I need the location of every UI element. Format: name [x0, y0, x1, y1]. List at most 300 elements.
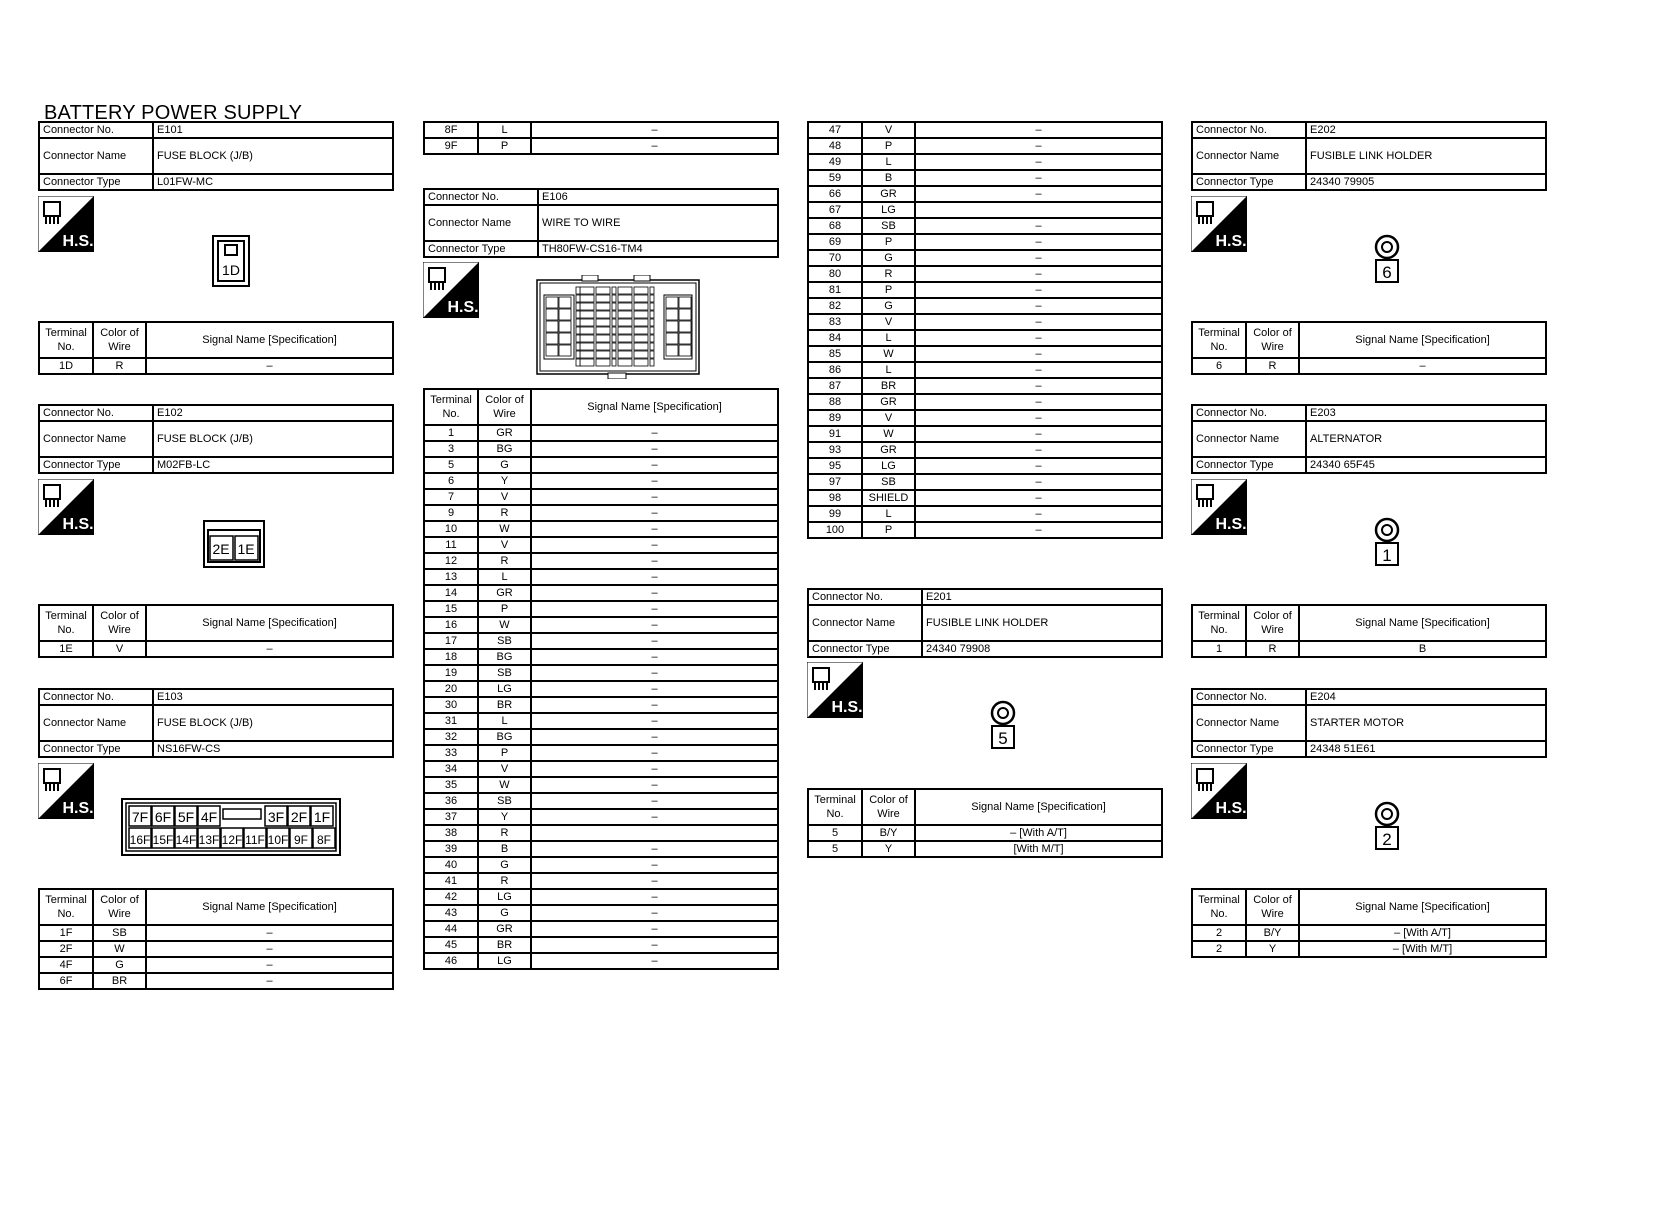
terminal-row — [424, 505, 778, 521]
wire-color-cell: R — [1246, 641, 1299, 657]
connector-info-e202: Connector No. E202 Connector Name FUSIBLE LINK HOLDER Connector Type 24340 79905 — [1191, 121, 1547, 191]
terminal-no-cell: 14 — [424, 585, 478, 601]
signal-name-cell: – — [915, 138, 1162, 154]
connector-info-e101 — [38, 121, 394, 191]
signal-name-cell: – — [915, 186, 1162, 202]
wire-color-cell: V — [862, 314, 915, 330]
terminal-row — [808, 522, 1162, 538]
svg-text:H.S.: H.S. — [1215, 800, 1247, 817]
terminal-row — [808, 394, 1162, 410]
connector-no-value: E204 — [1306, 689, 1546, 705]
signal-name-cell: – — [146, 973, 393, 989]
terminal-no-cell: 32 — [424, 729, 478, 745]
terminal-row — [808, 298, 1162, 314]
wire-color-cell: L — [862, 362, 915, 378]
terminal-no-cell: 97 — [808, 474, 862, 490]
wire-color-cell: GR — [478, 585, 531, 601]
terminal-no-cell: 45 — [424, 937, 478, 953]
terminal-row — [424, 745, 778, 761]
wire-color-cell: L — [862, 506, 915, 522]
svg-text:H.S.: H.S. — [62, 233, 94, 250]
terminal-row — [1192, 641, 1546, 657]
signal-name-cell: – — [531, 729, 778, 745]
signal-name-cell: – — [915, 362, 1162, 378]
signal-name-cell: [With M/T] — [915, 841, 1162, 857]
wire-color-cell: B — [862, 170, 915, 186]
svg-text:H.S.: H.S. — [1215, 516, 1247, 533]
wire-color-cell: W — [478, 777, 531, 793]
wire-color-cell: BR — [478, 697, 531, 713]
wire-color-cell: Y — [862, 841, 915, 857]
wire-color-cell: R — [478, 553, 531, 569]
terminal-table-e201: Terminal No. Color of Wire Signal Name [Specification] 5 B/Y – [With A/T] 5 Y [With M/T] — [807, 788, 1163, 858]
connector-no-value: E106 — [538, 189, 778, 205]
svg-text:1E: 1E — [237, 541, 255, 557]
terminal-no-cell: 19 — [424, 665, 478, 681]
signal-name-cell: – — [531, 953, 778, 969]
wire-color-cell: GR — [862, 394, 915, 410]
terminal-row — [808, 490, 1162, 506]
terminal-row — [808, 218, 1162, 234]
wire-color-cell: G — [862, 250, 915, 266]
terminal-row — [808, 841, 1162, 857]
terminal-row — [808, 458, 1162, 474]
terminal-no-cell: 18 — [424, 649, 478, 665]
wire-color-cell: R — [862, 266, 915, 282]
terminal-no-cell: 98 — [808, 490, 862, 506]
terminal-row — [808, 330, 1162, 346]
signal-name-cell: – — [531, 841, 778, 857]
terminal-no-cell: 86 — [808, 362, 862, 378]
terminal-row — [808, 202, 1162, 218]
signal-name-cell: – — [531, 633, 778, 649]
signal-name-cell: – — [531, 569, 778, 585]
terminal-row — [808, 506, 1162, 522]
ring-terminal-e203 — [1372, 517, 1402, 569]
wire-color-cell: W — [862, 426, 915, 442]
terminal-row — [808, 314, 1162, 330]
signal-name-cell: – — [915, 330, 1162, 346]
terminal-no-cell: 33 — [424, 745, 478, 761]
wire-color-cell: LG — [478, 889, 531, 905]
connector-no-value: E103 — [153, 689, 393, 705]
wire-color-cell: W — [478, 521, 531, 537]
terminal-no-cell: 89 — [808, 410, 862, 426]
connector-no-value: E102 — [153, 405, 393, 421]
wire-color-cell: SB — [862, 474, 915, 490]
svg-text:H.S.: H.S. — [831, 699, 863, 716]
terminal-no-cell: 20 — [424, 681, 478, 697]
terminal-row — [424, 729, 778, 745]
terminal-no-cell: 66 — [808, 186, 862, 202]
terminal-row — [424, 425, 778, 441]
wire-color-cell: LG — [862, 458, 915, 474]
pin-label: 10F — [267, 833, 289, 847]
connector-name-value: FUSIBLE LINK HOLDER — [922, 605, 1162, 641]
terminal-no-cell: 6F — [39, 973, 93, 989]
terminal-row — [424, 553, 778, 569]
pin-label: 8F — [316, 833, 332, 847]
terminal-no-cell: 17 — [424, 633, 478, 649]
wire-color-cell: SB — [478, 793, 531, 809]
wire-color-cell: L — [478, 569, 531, 585]
wire-color-cell: R — [478, 873, 531, 889]
signal-name-cell: – — [531, 601, 778, 617]
wire-color-cell: G — [93, 957, 146, 973]
terminal-row — [39, 941, 393, 957]
wire-color-cell: P — [862, 138, 915, 154]
terminal-no-cell: 15 — [424, 601, 478, 617]
wire-color-cell: BR — [478, 937, 531, 953]
terminal-no-cell: 40 — [424, 857, 478, 873]
signal-name-cell: – — [531, 937, 778, 953]
terminal-no-cell: 6 — [1192, 358, 1246, 374]
pin-label: 16F — [129, 833, 151, 847]
terminal-table-e106: Terminal No. Color of Wire Signal Name [Specification] 1 GR – 3 BG – 5 G – 6 Y – 7 V – 9 R – 10 W – 11 V – 12 R – 13 L – 14 GR – 15 P – 16 W – 17 SB – 18 BG – 19 SB – 20 LG – 30 BR – 31 L – 32 BG – 33 P – 34 V – 35 W – 36 SB – 37 Y – 38 R 39 B – 40 G – 41 R – 42 LG – 43 G – 44 GR – 45 BR – 46 LG – — [423, 388, 779, 970]
terminal-no-cell: 41 — [424, 873, 478, 889]
pin-label: 13F — [198, 833, 220, 847]
signal-name-cell: – — [531, 553, 778, 569]
terminal-no-cell: 47 — [808, 122, 862, 138]
wire-color-cell: R — [1246, 358, 1299, 374]
signal-name-cell: – — [531, 505, 778, 521]
terminal-row — [424, 665, 778, 681]
signal-name-cell: – — [915, 426, 1162, 442]
connector-name-value: STARTER MOTOR — [1306, 705, 1546, 741]
hs-harness-side-icon — [423, 262, 479, 318]
terminal-row — [808, 362, 1162, 378]
terminal-row — [424, 921, 778, 937]
connector-name-value: FUSE BLOCK (J/B) — [153, 421, 393, 457]
wire-color-cell: V — [862, 122, 915, 138]
terminal-row — [808, 346, 1162, 362]
terminal-no-cell: 7 — [424, 489, 478, 505]
signal-name-cell: – — [531, 857, 778, 873]
connector-face-e106 — [536, 275, 700, 379]
terminal-no-cell: 67 — [808, 202, 862, 218]
signal-name-cell: – [With M/T] — [1299, 941, 1546, 957]
wire-color-cell: SB — [478, 665, 531, 681]
wire-color-cell: BR — [93, 973, 146, 989]
terminal-no-cell: 4F — [39, 957, 93, 973]
wire-color-cell: G — [478, 857, 531, 873]
terminal-row — [424, 585, 778, 601]
terminal-row — [424, 697, 778, 713]
pin-label: 2F — [290, 809, 308, 825]
page-title: BATTERY POWER SUPPLY — [44, 102, 303, 124]
svg-text:2: 2 — [1382, 830, 1392, 849]
terminal-row — [808, 825, 1162, 841]
signal-name-cell: – — [915, 458, 1162, 474]
terminal-no-cell: 70 — [808, 250, 862, 266]
wire-color-cell: W — [93, 941, 146, 957]
terminal-no-cell: 5 — [808, 825, 862, 841]
terminal-row — [39, 925, 393, 941]
signal-name-cell: – — [1299, 358, 1546, 374]
terminal-row — [424, 601, 778, 617]
connector-info-e201: Connector No. E201 Connector Name FUSIBLE LINK HOLDER Connector Type 24340 79908 — [807, 588, 1163, 658]
terminal-no-cell: 87 — [808, 378, 862, 394]
terminal-row — [39, 973, 393, 989]
signal-name-cell — [531, 825, 778, 841]
hs-harness-side-icon — [1191, 196, 1247, 252]
connector-name-value: FUSIBLE LINK HOLDER — [1306, 138, 1546, 174]
terminal-no-cell: 5 — [808, 841, 862, 857]
signal-name-cell: – — [915, 154, 1162, 170]
terminal-no-cell: 99 — [808, 506, 862, 522]
signal-name-cell: – — [531, 138, 778, 154]
signal-name-cell: – — [531, 761, 778, 777]
terminal-row — [424, 122, 778, 138]
signal-name-cell: – — [915, 410, 1162, 426]
signal-name-cell: – — [915, 218, 1162, 234]
connector-type-value: 24340 65F45 — [1306, 457, 1546, 473]
terminal-table-e202: Terminal No. Color of Wire Signal Name [Specification] 6 R – — [1191, 321, 1547, 375]
signal-name-cell: – — [531, 537, 778, 553]
signal-name-cell: – [With A/T] — [915, 825, 1162, 841]
wire-color-cell: P — [478, 138, 531, 154]
signal-name-cell: – — [915, 250, 1162, 266]
wire-color-cell: L — [862, 154, 915, 170]
terminal-table-e203: Terminal No. Color of Wire Signal Name [Specification] 1 R B — [1191, 604, 1547, 658]
wire-color-cell: R — [478, 505, 531, 521]
signal-name-cell: – — [915, 122, 1162, 138]
wire-color-cell: Y — [1246, 941, 1299, 957]
signal-name-cell: – — [915, 378, 1162, 394]
signal-name-cell: – — [915, 346, 1162, 362]
wire-color-cell: V — [862, 410, 915, 426]
svg-text:5: 5 — [998, 729, 1008, 748]
terminal-row — [424, 649, 778, 665]
pin-label: 3F — [267, 809, 285, 825]
wire-color-cell: LG — [478, 681, 531, 697]
terminal-row — [424, 457, 778, 473]
terminal-row — [424, 937, 778, 953]
signal-name-cell: – — [915, 298, 1162, 314]
wire-color-cell: L — [478, 713, 531, 729]
wire-color-cell: SB — [93, 925, 146, 941]
terminal-row — [424, 617, 778, 633]
terminal-row — [808, 282, 1162, 298]
terminal-row — [39, 358, 393, 374]
hs-harness-side-icon — [38, 479, 94, 535]
connector-face-e101 — [212, 235, 250, 287]
pin-label: 12F — [221, 833, 243, 847]
terminal-row — [808, 378, 1162, 394]
terminal-row — [808, 250, 1162, 266]
terminal-no-cell: 12 — [424, 553, 478, 569]
signal-name-cell: – — [146, 941, 393, 957]
hs-harness-side-icon — [38, 196, 94, 252]
connector-type-value: TH80FW-CS16-TM4 — [538, 241, 778, 257]
signal-name-cell: – — [531, 889, 778, 905]
terminal-no-cell: 82 — [808, 298, 862, 314]
terminal-row — [808, 266, 1162, 282]
connector-type-value: L01FW-MC — [153, 174, 393, 190]
terminal-table-e103-continued — [423, 121, 779, 155]
terminal-no-cell: 48 — [808, 138, 862, 154]
terminal-row — [808, 410, 1162, 426]
terminal-row — [424, 713, 778, 729]
wire-color-cell: R — [93, 358, 146, 374]
signal-name-cell: – — [531, 905, 778, 921]
connector-no-value: E203 — [1306, 405, 1546, 421]
wire-color-cell: P — [862, 234, 915, 250]
terminal-no-cell: 46 — [424, 953, 478, 969]
terminal-no-cell: 10 — [424, 521, 478, 537]
signal-name-cell: – — [146, 358, 393, 374]
wire-color-cell: V — [478, 537, 531, 553]
terminal-row — [424, 761, 778, 777]
terminal-no-cell: 13 — [424, 569, 478, 585]
signal-name-cell: – — [531, 713, 778, 729]
connector-info-e203: Connector No. E203 Connector Name ALTERNATOR Connector Type 24340 65F45 — [1191, 404, 1547, 474]
signal-name-cell: – — [531, 809, 778, 825]
wire-color-cell: B/Y — [1246, 925, 1299, 941]
terminal-no-cell: 8F — [424, 122, 478, 138]
svg-text:H.S.: H.S. — [1215, 233, 1247, 250]
ring-terminal-e201 — [988, 700, 1018, 752]
wire-color-cell: BG — [478, 729, 531, 745]
signal-name-cell: – — [531, 617, 778, 633]
signal-name-cell: – — [146, 641, 393, 657]
hs-harness-side-icon — [807, 662, 863, 718]
terminal-no-cell: 30 — [424, 697, 478, 713]
signal-name-cell: – [With A/T] — [1299, 925, 1546, 941]
connector-name-value: ALTERNATOR — [1306, 421, 1546, 457]
terminal-row — [424, 681, 778, 697]
wire-color-cell: R — [478, 825, 531, 841]
connector-type-value: M02FB-LC — [153, 457, 393, 473]
signal-name-cell: – — [915, 506, 1162, 522]
terminal-no-cell: 31 — [424, 713, 478, 729]
terminal-row — [808, 122, 1162, 138]
signal-name-cell: – — [531, 777, 778, 793]
terminal-no-cell: 83 — [808, 314, 862, 330]
wire-color-cell: GR — [862, 442, 915, 458]
wire-color-cell: GR — [478, 921, 531, 937]
svg-text:H.S.: H.S. — [62, 516, 94, 533]
terminal-row — [808, 186, 1162, 202]
terminal-no-cell: 69 — [808, 234, 862, 250]
signal-name-cell: – — [531, 921, 778, 937]
wire-color-cell: P — [478, 601, 531, 617]
terminal-no-cell: 3 — [424, 441, 478, 457]
connector-info-e103: Connector No. E103 Connector Name FUSE BLOCK (J/B) Connector Type NS16FW-CS — [38, 688, 394, 758]
terminal-row — [424, 905, 778, 921]
signal-name-cell: – — [915, 266, 1162, 282]
signal-name-cell: – — [531, 457, 778, 473]
wire-color-cell: L — [862, 330, 915, 346]
signal-name-cell: – — [531, 521, 778, 537]
terminal-row — [39, 641, 393, 657]
terminal-no-cell: 1 — [424, 425, 478, 441]
terminal-row — [1192, 925, 1546, 941]
connector-type-value: 24340 79905 — [1306, 174, 1546, 190]
terminal-row — [424, 889, 778, 905]
signal-name-cell: – — [915, 490, 1162, 506]
pin-label: 11F — [245, 833, 265, 847]
terminal-no-cell: 80 — [808, 266, 862, 282]
label-connector-no: Connector No. — [39, 122, 153, 138]
terminal-row — [424, 873, 778, 889]
wire-color-cell: BG — [478, 441, 531, 457]
wire-color-cell: Y — [478, 809, 531, 825]
wire-color-cell: G — [478, 457, 531, 473]
svg-text:2E: 2E — [212, 541, 230, 557]
wire-color-cell: B/Y — [862, 825, 915, 841]
ring-terminal-e204 — [1372, 801, 1402, 853]
connector-type-value: 24348 51E61 — [1306, 741, 1546, 757]
terminal-no-cell: 85 — [808, 346, 862, 362]
terminal-no-cell: 39 — [424, 841, 478, 857]
wire-color-cell: W — [478, 617, 531, 633]
signal-name-cell: – — [531, 473, 778, 489]
signal-name-cell: – — [531, 873, 778, 889]
wire-color-cell: P — [862, 282, 915, 298]
connector-name-value: FUSE BLOCK (J/B) — [153, 705, 393, 741]
terminal-no-cell: 36 — [424, 793, 478, 809]
wire-color-cell: V — [478, 489, 531, 505]
terminal-table-e204: Terminal No. Color of Wire Signal Name [Specification] 2 B/Y – [With A/T] 2 Y – [With M/T] — [1191, 888, 1547, 958]
connector-no-value: E101 — [153, 122, 393, 138]
wire-color-cell: SB — [478, 633, 531, 649]
wire-color-cell: LG — [478, 953, 531, 969]
terminal-row — [808, 474, 1162, 490]
terminal-no-cell: 2 — [1192, 941, 1246, 957]
terminal-row — [424, 857, 778, 873]
signal-name-cell: – — [915, 314, 1162, 330]
terminal-row — [424, 825, 778, 841]
signal-name-cell: – — [531, 122, 778, 138]
signal-name-cell: – — [915, 522, 1162, 538]
signal-name-cell: – — [915, 282, 1162, 298]
terminal-no-cell: 88 — [808, 394, 862, 410]
terminal-row — [1192, 941, 1546, 957]
terminal-no-cell: 84 — [808, 330, 862, 346]
wire-color-cell: P — [862, 522, 915, 538]
terminal-no-cell: 6 — [424, 473, 478, 489]
terminal-no-cell: 1E — [39, 641, 93, 657]
wire-color-cell: BR — [862, 378, 915, 394]
terminal-no-cell: 2 — [1192, 925, 1246, 941]
pin-label: 9F — [293, 833, 309, 847]
terminal-no-cell: 59 — [808, 170, 862, 186]
terminal-no-cell: 34 — [424, 761, 478, 777]
wire-color-cell: W — [862, 346, 915, 362]
terminal-no-cell: 43 — [424, 905, 478, 921]
terminal-table-e106-continued — [807, 121, 1163, 539]
pin-label: 5F — [177, 809, 195, 825]
terminal-no-cell: 49 — [808, 154, 862, 170]
signal-name-cell: – — [531, 793, 778, 809]
wire-color-cell: BG — [478, 649, 531, 665]
wire-color-cell: G — [478, 905, 531, 921]
terminal-row — [808, 442, 1162, 458]
terminal-no-cell: 91 — [808, 426, 862, 442]
signal-name-cell: – — [915, 442, 1162, 458]
wire-color-cell: Y — [478, 473, 531, 489]
pin-label: 1F — [313, 809, 331, 825]
terminal-no-cell: 37 — [424, 809, 478, 825]
terminal-no-cell: 93 — [808, 442, 862, 458]
signal-name-cell: – — [146, 957, 393, 973]
wire-color-cell: V — [478, 761, 531, 777]
terminal-row — [39, 957, 393, 973]
connector-info-e204: Connector No. E204 Connector Name STARTER MOTOR Connector Type 24348 51E61 — [1191, 688, 1547, 758]
signal-name-cell: B — [1299, 641, 1546, 657]
svg-text:1D: 1D — [222, 262, 240, 278]
